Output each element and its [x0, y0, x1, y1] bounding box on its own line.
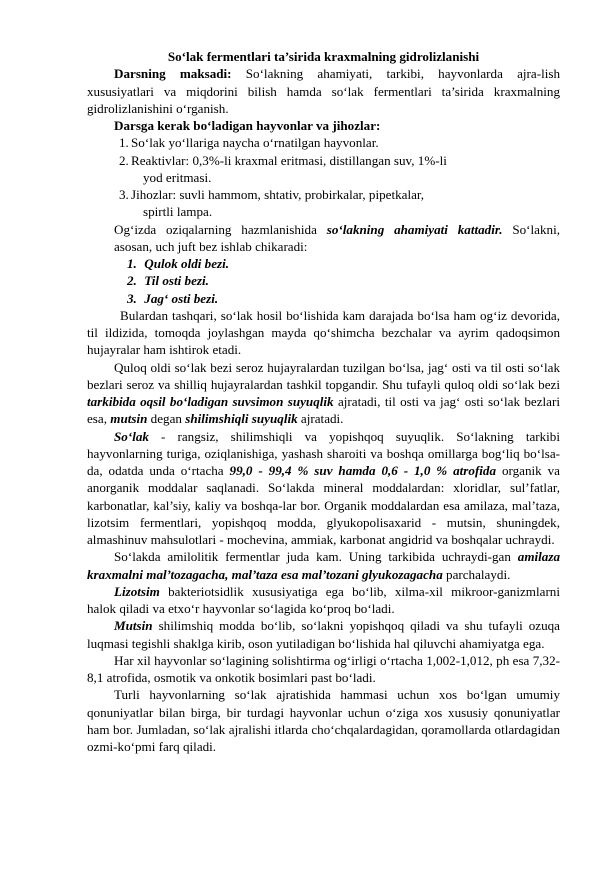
materials-list-item: 3. Jihozlar: suvli hammom, shtativ, probirkalar, pipetkalar, spirtli lampa. — [119, 187, 425, 220]
gland-item: 2. Til osti bezi. — [127, 273, 209, 289]
paragraph-amylolytic: So‘lakda amilolitik fermentlar juda kam. Uning tarkibida uchraydi-gan amilaza kraxmalni mal’tozagacha, mal’taza esa mal’tozani glyukozagacha parchalaydi. — [87, 549, 560, 582]
gland-item: 3. Jag‘ osti bezi. — [127, 290, 219, 306]
paragraph-mucin: Mutsin shilimshiq modda bo‘lib, so‘lakni yopishqoq qiladi va shu tufayli ozuqa luqmasi tegishli shaklga kirib, oson yutiladigan bo‘lishida hal qiluvchi ahamiyatga ega. — [87, 618, 560, 651]
intro-paragraph: Og‘izda oziqalarning hazmlanishida so‘lakning ahamiyati kattadir. So‘lakni, asosan, uch juft bez ishlab chikaradi: — [114, 221, 560, 254]
materials-heading: Darsga kerak bo‘ladigan hayvonlar va jihozlar: — [114, 118, 381, 133]
paragraph-density: Har xil hayvonlar so‘lagining solishtirma og‘irligi o‘rtacha 1,002-1,012, ph esa 7,32-8,1 atrofida, osmotik va onkotik bosimlari past bo‘ladi. — [87, 652, 560, 685]
glands-list — [87, 255, 560, 307]
document-page — [0, 48, 596, 890]
paragraph-lysozyme: Lizotsim bakteriotsidlik xususiyatiga ega bo‘lib, xilma-xil mikroor-ganizmlarni halok qiladi va etxo‘r hayvonlar so‘lagida ko‘proq bo‘ladi. — [87, 583, 560, 616]
materials-list — [87, 134, 560, 220]
paragraph-species: Turli hayvonlarning so‘lak ajratishida hammasi uchun xos bo‘lgan umumiy qonuniyatlar bilan birga, bir turdagi hayvonlar uchun o‘ziga xos xususiy qonuniyatlar ham bor. Jumladan, so‘lak ajralishi itlarda cho‘chqalardagidan, qoramollarda otlardagidan ozmi-ko‘pmi farq qiladi. — [87, 687, 560, 754]
materials-list-item: 1. So‘lak yo‘llariga naycha o‘rnatilgan hayvonlar. — [119, 135, 379, 151]
paragraph-parotid: Quloq oldi so‘lak bezi seroz hujayralardan tuzilgan bo‘lsa, jag‘ osti va til osti so‘lak bezlari seroz va shilliq hujayralardan tashkil topgandir. Shu tufayli quloq oldi so‘lak bezi tarkibida oqsil bo‘ladigan suvsimon suyuqlik ajratadi, til osti va jag‘ osti so‘lak bezlari esa, mutsin degan shilimshiqli suyuqlik ajratadi. — [87, 359, 560, 427]
lesson-aim-paragraph — [87, 65, 560, 117]
paragraph-besides: Bulardan tashqari, so‘lak hosil bo‘lishida kam darajada bo‘lsa ham og‘iz devorida, til ildizida, tomoqda joylashgan mayda qo‘shimcha bezchalar va ayrim qadoqsimon hujayralar ham ishtirok etadi. — [87, 307, 560, 358]
lesson-aim-text: So‘lakning ahamiyati, tarkibi, hayvonlarda ajra-lish xususiyatlari va miqdorini bilish hamda so‘lak fermentlari ta’sirida kraxmalning gidrolizlanishini o‘rganish. — [87, 66, 560, 116]
page-title: So‘lak fermentlari ta’sirida kraxmalning gidrolizlanishi — [167, 49, 480, 64]
gland-item: 1. Qulok oldi bezi. — [127, 256, 230, 271]
paragraph-saliva: So‘lak - rangsiz, shilimshiqli va yopishqoq suyuqlik. So‘lakning tarkibi hayvonlarning turiga, oziqlanishiga, yashash sharoiti va boshqa omillarga bog‘liq bo‘lsa-da, odatda unda o‘rtacha 99,0 - 99,4 % suv hamda 0,6 - 1,0 % atrofida organik va anorganik moddalar saqlanadi. So‘lakda mineral moddalardan: xloridlar, sul’fatlar, karbonatlar, kal’siy, kaliy va boshqa-lar bor. Organik moddalardan esa amilaza, mal’taza, lizotsim fermentlari, yopishqoq modda, glyukopolisaxarid - mutsin, shuningdek, almashinuv mahsulotlari - mochevina, ammiak, karbonat angidrid va boshqalar uchraydi. — [87, 428, 560, 547]
lesson-aim-label: Darsning maksadi: — [114, 66, 232, 82]
materials-list-item: 2. Reaktivlar: 0,3%-li kraxmal eritmasi, distillangan suv, 1%-li yod eritmasi. — [119, 152, 447, 185]
